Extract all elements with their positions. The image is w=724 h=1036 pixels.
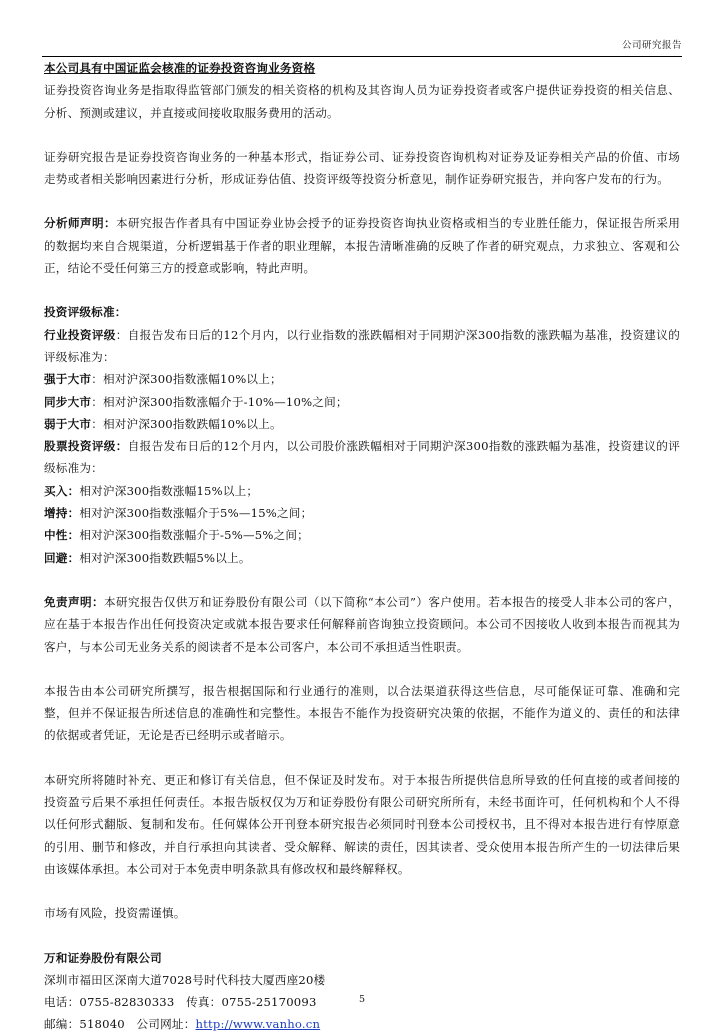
industry-rating-item-label: 同步大市 <box>44 394 92 409</box>
disclaimer-label: 免责声明： <box>44 594 104 609</box>
rating-title: 投资评级标准： <box>44 305 127 320</box>
stock-rating-item-text: 相对沪深300指数涨幅15%以上； <box>79 483 259 498</box>
qualification-paragraph-2: 证券研究报告是证券投资咨询业务的一种基本形式，指证券公司、证券投资咨询机构对证券及证券相关产品的价值、市场走势或者相关影响因素进行分析，形成证券估值、投资评级等投资分析意见，制作证券研究报告，并向客户发布的行为。 <box>44 149 680 187</box>
industry-rating <box>44 324 680 369</box>
industry-rating-item-label: 强于大市 <box>44 372 92 387</box>
stock-rating-item <box>44 524 680 546</box>
industry-rating-item <box>44 368 680 390</box>
qualification-title: 本公司具有中国证监会核准的证券投资咨询业务资格 <box>44 61 316 75</box>
disclaimer-paragraph-3: 本研究所将随时补充、更正和修订有关信息，但不保证及时发布。对于本报告所提供信息所导致的任何直接的或者间接的投资盈亏后果不承担任何责任。本报告版权仅为万和证券股份有限公司研究所所有，未经书面许可，任何机构和个人不得以任何形式翻版、复制和发布。任何媒体公开刊登本研究报告必须同时刊登本公司授权书，且不得对本报告进行有悖原意的引用、删节和修改，并自行承担向其读者、受众解释、解读的责任，因其读者、受众使用本报告所产生的一切法律后果由该媒体承担。本公司对于本免责申明条款具有修改权和最终解释权。 <box>44 772 680 876</box>
page-content <box>44 57 680 1036</box>
industry-rating-item-text: ：相对沪深300指数涨幅10%以上； <box>91 372 282 387</box>
contact-postcode-website <box>44 1013 680 1035</box>
page-number: 5 <box>358 994 366 1005</box>
company-name: 万和证券股份有限公司 <box>44 950 162 965</box>
disclaimer-paragraph-2: 本报告由本公司研究所撰写，报告根据国际和行业通行的准则，以合法渠道获得这些信息，尽可能保证可靠、准确和完整，但并不保证报告所述信息的准确性和完整性。本报告不能作为投资研究决策的依据，不能作为道义的、责任的和法律的依据或者凭证，无论是否已经明示或者暗示。 <box>44 683 680 743</box>
website-link[interactable]: http://www.vanho.cn <box>195 1017 321 1032</box>
phone-number: 0755-82830333 <box>79 995 175 1010</box>
stock-rating-item <box>44 547 680 569</box>
analyst-statement <box>44 212 680 279</box>
postcode: 518040 <box>79 1017 125 1032</box>
stock-rating-label: 股票投资评级： <box>44 439 128 454</box>
phone-label: 电话： <box>44 995 80 1010</box>
disclaimer-text: 本研究报告仅供万和证券股份有限公司（以下简称“本公司”）客户使用。若本报告的接受人非本公司的客户，应在基于本报告作出任何投资决定或就本报告要求任何解释前咨询独立投资顾问。本公司不因接收人收到本报告而视其为客户，与本公司无业务关系的阅读者不是本公司客户，本公司不承担适当性职责。 <box>44 594 680 654</box>
industry-rating-item-text: ：相对沪深300指数涨幅介于-10%—10%之间； <box>91 394 348 409</box>
analyst-statement-label: 分析师声明： <box>44 216 117 231</box>
page-header <box>42 38 682 57</box>
header-title: 公司研究报告 <box>621 40 682 51</box>
website-label: 公司网址： <box>136 1017 196 1032</box>
industry-rating-item-label: 弱于大市 <box>44 416 92 431</box>
postcode-label: 邮编： <box>44 1017 80 1032</box>
industry-rating-item <box>44 391 680 413</box>
qualification-paragraph-1: 证券投资咨询业务是指取得监管部门颁发的相关资格的机构及其咨询人员为证券投资者或客户提供证券投资的相关信息、分析、预测或建议，并直接或间接收取服务费用的活动。 <box>44 83 680 120</box>
stock-rating-item-text: 相对沪深300指数跌幅5%以上。 <box>79 550 251 565</box>
stock-rating <box>44 435 680 480</box>
stock-rating-item <box>44 480 680 502</box>
stock-rating-item-text: 相对沪深300指数涨幅介于-5%—5%之间； <box>79 528 309 543</box>
stock-rating-item-label: 回避： <box>44 550 80 565</box>
disclaimer-paragraph-1 <box>44 591 680 658</box>
stock-rating-item-label: 买入： <box>44 483 80 498</box>
stock-rating-item-text: 相对沪深300指数涨幅介于5%—15%之间； <box>79 506 313 521</box>
industry-rating-label: 行业投资评级 <box>44 327 116 342</box>
stock-rating-item-label: 中性： <box>44 528 80 543</box>
company-address: 深圳市福田区深南大道7028号时代科技大厦西座20楼 <box>44 972 326 987</box>
fax-label: 传真： <box>186 995 222 1010</box>
industry-rating-item-text: ：相对沪深300指数跌幅10%以上。 <box>91 416 282 431</box>
industry-rating-item <box>44 413 680 435</box>
risk-warning: 市场有风险，投资需谨慎。 <box>44 906 186 921</box>
stock-rating-item-label: 增持： <box>44 506 80 521</box>
fax-number: 0755-25170093 <box>221 995 317 1010</box>
industry-rating-text: ：自报告发布日后的12个月内，以行业指数的涨跌幅相对于同期沪深300指数的涨跌幅为基准，投资建议的评级标准为： <box>44 327 681 364</box>
stock-rating-text: 自报告发布日后的12个月内，以公司股价涨跌幅相对于同期沪深300指数的涨跌幅为基准，投资建议的评级标准为： <box>44 439 680 476</box>
analyst-statement-text: 本研究报告作者具有中国证券业协会授予的证券投资咨询执业资格或相当的专业胜任能力，保证报告所采用的数据均来自合规渠道，分析逻辑基于作者的职业理解，本报告清晰准确的反映了作者的研究观点，力求独立、客观和公正，结论不受任何第三方的授意或影响，特此声明。 <box>44 216 681 276</box>
stock-rating-item <box>44 502 680 524</box>
